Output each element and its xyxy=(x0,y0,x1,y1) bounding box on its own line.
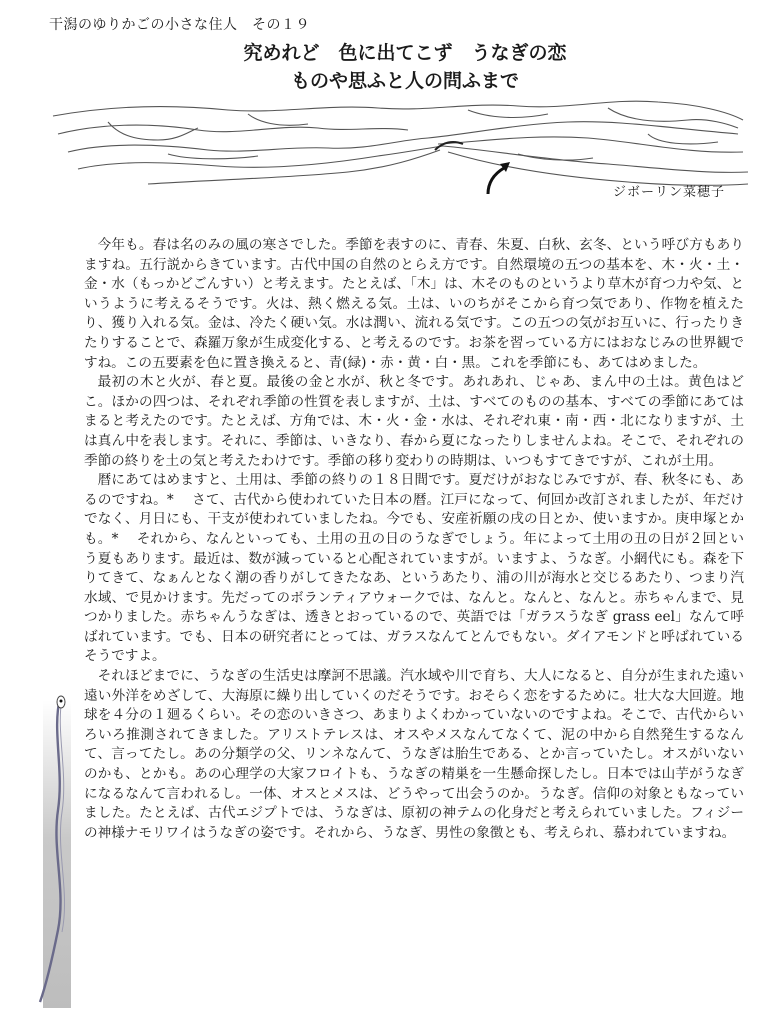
paragraph-2: 最初の木と火が、春と夏。最後の金と水が、秋と冬です。あれあれ、じゃあ、まん中の土は。黄色はどこ。ほかの四つは、それぞれ季節の性質を表しますが、土は、すべてのものの基本、すべての季節にあてはまると考えたのです。たとえば、方角では、木・火・金・水は、それぞれ東・南・西・北になりますが、土は真ん中を表します。それに、季節は、いきなり、春から夏になったりしませんよね。そこで、それぞれの季節の終りを土の気と考えたわけです。季節の移り変わりの時期は、いつもすてきですが、これが土用。 xyxy=(84,374,744,469)
author-name: ジボーリン菜穂子 xyxy=(612,185,725,200)
eel-illustration xyxy=(30,690,90,1005)
page-title: 究めれど 色に出てこず うなぎの恋 xyxy=(243,42,567,64)
paragraph-1: 今年も。春は名のみの風の寒さでした。季節を表すのに、青春、朱夏、白秋、玄冬、という呼び方もありますね。五行説からきています。古代中国の自然のとらえ方です。自然環境の五つの基本を、木・火・土・金・水（もっかどごんすい）と考えます。たとえば、「木」は、木そのものというより草木が育つ力や気、というように考えるそうです。火は、熱く燃える気。土は、いのちがそこから育つ気であり、作物を植えたり、獲り入れる気。金は、冷たく硬い気。水は潤い、流れる気です。この五つの気がお互いに、行ったりきたりすることで、森羅万象が生成変化する、と考えるのです。お茶を習っている方にはおなじみの世界観ですね。この五要素を色に置き換えると、青(緑)・赤・黄・白・黒。これを季節にも、あてはめました。 xyxy=(84,237,744,371)
paragraph-3: 暦にあてはめますと、土用は、季節の終りの１８日間です。夏だけがおなじみですが、春、秋冬にも、あるのですね。* さて、古代から使われていた日本の暦。江戸になって、何回か改訂されましたが、年だけでなく、月日にも、干支が使われていましたね。今でも、安産祈願の戌の日とか、使いますか。庚申塚とかも。* それから、なんといっても、土用の丑の日のうなぎでしょう。年によって土用の丑の日が２回という夏もあります。最近は、数が減っていると心配されていますが。いますよ、うなぎ。小網代にも。森を下りてきて、なぁんとなく潮の香りがしてきたなあ、というあたり、浦の川が海水と交じるあたり、つまり汽水域、で見かけます。先だってのボランティアウォークでは、なんと。なんと、なんと。赤ちゃんまで、見つかりました。赤ちゃんうなぎは、透きとおっているので、英語では「ガラスうなぎ grass eel」なんて呼ばれています。でも、日本の研究者にとっては、ガラスなんてとんでもない。ダイアモンドと呼ばれているそうですよ。 xyxy=(84,472,744,665)
series-label: 干潟のゆりかごの小さな住人 その１９ xyxy=(49,17,310,33)
paragraph-4: それほどまでに、うなぎの生活史は摩訶不思議。汽水域や川で育ち、大人になると、自分が生まれた遠い遠い外洋をめざして、大海原に繰り出していくのだそうです。おそらく恋をするために。壮大な大回遊。地球を４分の１廻るくらい。その恋のいきさつ、あまりよくわかっていないのですよね。そこで、古代からいろいろ推測されてきました。アリストテレスは、オスやメスなんてなくて、泥の中から自然発生するなんて、言ってたし。あの分類学の父、リンネなんて、うなぎは胎生である、とか言っていたし。オスがいないのかも、とかも。あの心理学の大家フロイトも、うなぎの精巣を一生懸命探したし。日本では山芋がうなぎになるなんて言われるし。一体、オスとメスは、どうやって出会うのか。うなぎ。信仰の対象ともなっていました。たとえば、古代エジプトでは、うなぎは、原初の神テムの化身だと考えられていました。フィジーの神様ナモリワイはうなぎの姿です。それから、うなぎ、男性の象徴とも、考えられ、慕われていますね。 xyxy=(84,668,744,841)
article-body xyxy=(84,236,744,843)
page-subtitle: ものや思ふと人の問ふまで xyxy=(290,70,519,92)
